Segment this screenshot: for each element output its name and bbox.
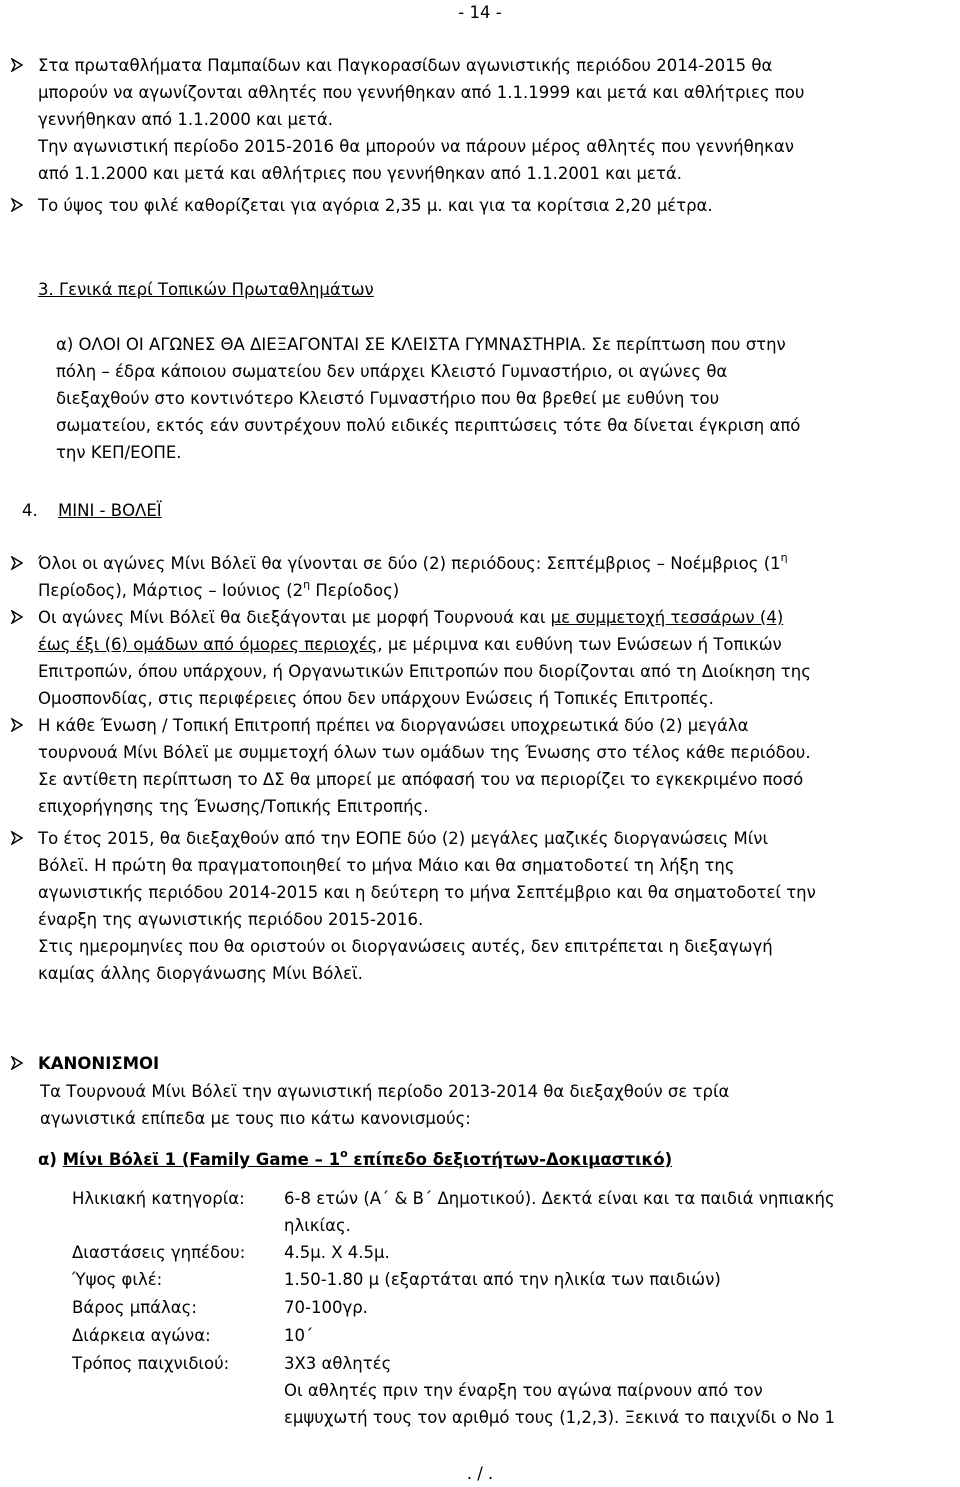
text-line: Σε αντίθετη περίπτωση το ΔΣ θα μπορεί με απόφασή του να περιορίζει το εγκεκριμένο ποσό [38,770,804,789]
section-4-number: 4. [22,501,38,520]
text-line: Τα Τουρνουά Μίνι Βόλεϊ την αγωνιστική περίοδο 2013-2014 θα διεξαχθούν σε τρία [40,1082,730,1101]
page-continuation-mark: . / . [466,1464,494,1483]
text-line: Περίοδος), Μάρτιος – Ιούνιος ($2^\eta$ Περίοδος) [38,578,400,600]
text-line: Επιτροπών, όπου υπάρχουν, ή Οργανωτικών Επιτροπών που διορίζονται από τη Διοίκηση της [38,662,811,681]
arrow-bullet-icon [10,831,26,845]
text-line: Οι αγώνες Μίνι Βόλεϊ θα διεξάγονται με μορφή Τουρνουά και με συμμετοχή τεσσάρων (4) [38,608,784,627]
text-line: αγωνιστικής περιόδου 2014-2015 και η δεύτερη το μήνα Σεπτέμβριο και θα σηματοδοτεί την [38,883,816,902]
arrow-bullet-icon [10,58,26,72]
text-line: αγωνιστικά επίπεδα με τους πιο κάτω κανονισμούς: [40,1109,471,1128]
arrow-bullet-icon [10,610,26,624]
text-line: Η κάθε Ένωση / Τοπική Επιτροπή πρέπει να διοργανώσει υποχρεωτικά δύο (2) μεγάλα [38,716,749,735]
text-line: γεννήθηκαν από 1.1.2000 και μετά. [38,110,333,129]
text-line: καμίας άλλης διοργάνωσης Μίνι Βόλεϊ. [38,964,363,983]
text-line: έναρξη της αγωνιστικής περιόδου 2015-2016. [38,910,424,929]
text-line: Το έτος 2015, θα διεξαχθούν από την ΕΟΠΕ δύο (2) μεγάλες μαζικές διοργανώσεις Μίνι [38,829,769,848]
text-line: σωματείου, εκτός εάν συντρέχουν πολύ ειδικές περιπτώσεις τότε θα δίνεται έγκριση από [56,416,801,435]
text-line: Στα πρωταθλήματα Παμπαίδων και Παγκορασίδων αγωνιστικής περιόδου 2014-2015 θα [38,56,773,75]
arrow-bullet-icon [10,718,26,732]
text-line: Βόλεϊ. Η πρώτη θα πραγματοποιηθεί το μήνα Μάιο και θα σηματοδοτεί τη λήξη της [38,856,735,875]
text-line: α) ΟΛΟΙ ΟΙ ΑΓΩΝΕΣ ΘΑ ΔΙΕΞΑΓΟΝΤΑΙ ΣΕ ΚΛΕΙΣΤΑ ΓΥΜΝΑΣΤΗΡΙΑ. Σε περίπτωση που στην [56,335,786,354]
text-line: Όλοι οι αγώνες Μίνι Βόλεϊ θα γίνονται σε δύο (2) περιόδους: Σεπτέμβριος – Νοέμβριος ($1^\eta$ [38,551,788,573]
regulations-title: ΚΑΝΟΝΙΣΜΟΙ [38,1054,160,1073]
text-line: έως έξι (6) ομάδων από όμορες περιοχές, με μέριμνα και ευθύνη των Ενώσεων ή Τοπικών [38,635,782,654]
section-4-title: ΜΙΝΙ - ΒΟΛΕΪ [58,501,162,520]
text-line: Στις ημερομηνίες που θα οριστούν οι διοργανώσεις αυτές, δεν επιτρέπεται η διεξαγωγή [38,937,773,956]
text-line: Την αγωνιστική περίοδο 2015-2016 θα μπορούν να πάρουν μέρος αθλητές που γεννήθηκαν [38,137,794,156]
text-line: μπορούν να αγωνίζονται αθλητές που γεννήθηκαν από 1.1.1999 και μετά και αθλήτριες που [38,83,805,102]
text-line: πόλη – έδρα κάποιου σωματείου δεν υπάρχει Κλειστό Γυμναστήριο, οι αγώνες θα [56,362,728,381]
text-line: διεξαχθούν στο κοντινότερο Κλειστό Γυμναστήριο που θα βρεθεί με ευθύνη του [56,389,720,408]
text-line: τουρνουά Μίνι Βόλεϊ με συμμετοχή όλων των ομάδων της Ένωσης στο τέλος κάθε περιόδου. [38,743,811,762]
arrow-bullet-icon [10,1056,26,1070]
text-line: επιχορήγησης της Ένωσης/Τοπικής Επιτροπής. [38,797,429,816]
arrow-bullet-icon [10,556,26,570]
text-line: Ομοσπονδίας, στις περιφέρειες όπου δεν υπάρχουν Ενώσεις ή Τοπικές Επιτροπές. [38,689,714,708]
page-number: - 14 - [458,3,502,22]
text-line: την ΚΕΠ/ΕΟΠΕ. [56,443,182,462]
section-3-heading: 3. Γενικά περί Τοπικών Πρωταθλημάτων [38,280,374,299]
level-1-title: Μίνι Βόλεϊ 1 (Family Game – $1^o$ επίπεδο δεξιοτήτων-Δοκιμαστικό) [62,1147,673,1169]
text-line: από 1.1.2000 και μετά και αθλήτριες που γεννήθηκαν από 1.1.2001 και μετά. [38,164,683,183]
text-line: Το ύψος του φιλέ καθορίζεται για αγόρια 2,35 μ. και για τα κορίτσια 2,20 μέτρα. [38,196,713,215]
arrow-bullet-icon [10,198,26,212]
